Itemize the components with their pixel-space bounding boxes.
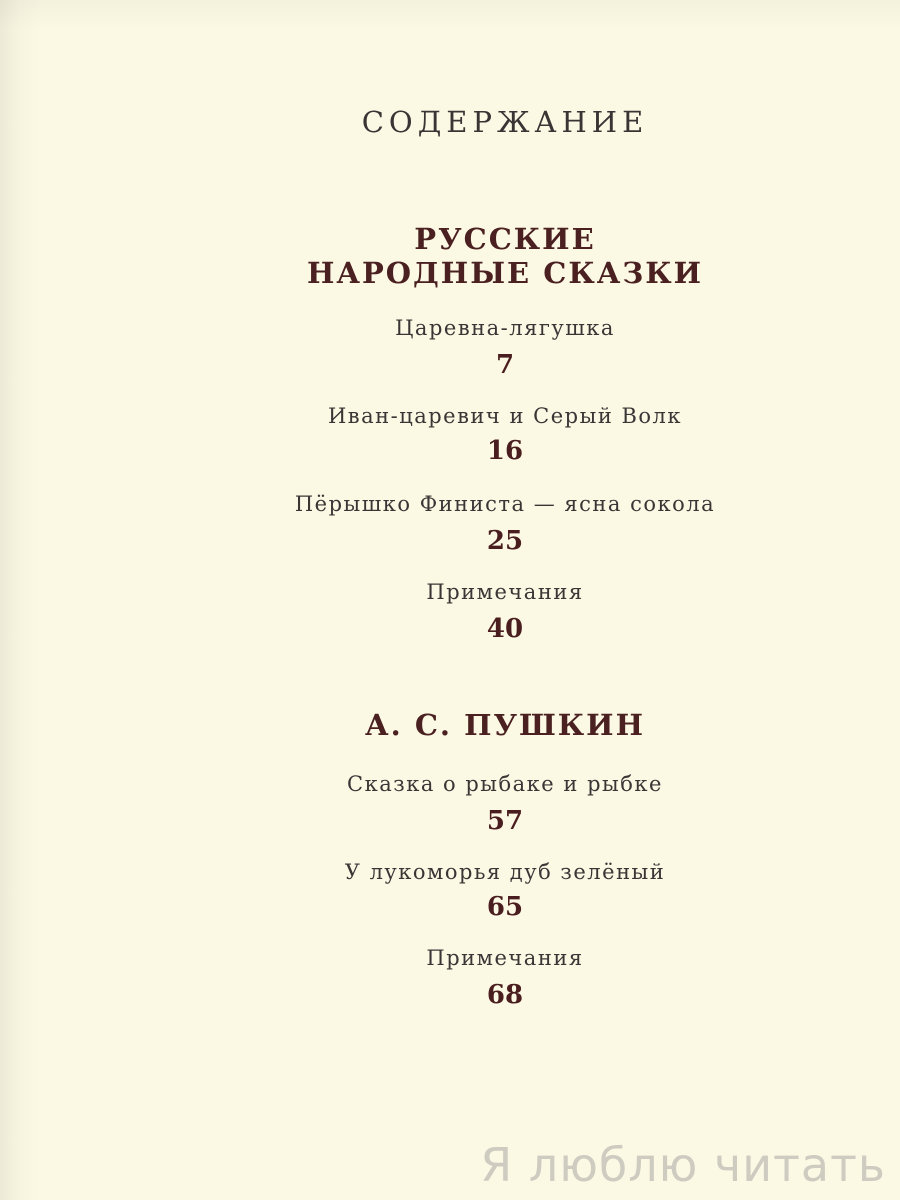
section-heading-pushkin: А. С. ПУШКИН	[365, 708, 645, 742]
toc-entry-title: Примечания	[426, 946, 584, 970]
toc-entry-title: У лукоморья дуб зелёный	[344, 860, 666, 884]
watermark: Я люблю читать	[480, 1138, 886, 1192]
toc-entry-title: Иван-царевич и Серый Волк	[327, 404, 683, 428]
toc-entry-page: 57	[486, 806, 524, 836]
toc-entry-page: 68	[486, 980, 524, 1010]
section-heading-line-1: РУССКИЕ	[414, 222, 596, 256]
toc-entry-title: Пёрышко Финиста — ясна сокола	[294, 492, 716, 516]
page-title: СОДЕРЖАНИЕ	[361, 105, 649, 139]
toc-entry-title: Сказка о рыбаке и рыбке	[347, 772, 663, 796]
section-heading-line-2: НАРОДНЫЕ СКАЗКИ	[306, 256, 704, 290]
toc-entry-title: Примечания	[426, 580, 584, 604]
toc-entry-title: Царевна-лягушка	[395, 316, 615, 340]
toc-entry-page: 40	[486, 614, 524, 644]
toc-entry-page: 65	[486, 892, 524, 922]
toc-entry-page: 16	[486, 436, 524, 466]
toc-entry-page: 25	[486, 526, 524, 556]
section-heading-russian-tales	[0, 222, 900, 290]
toc-entry-page: 7	[495, 350, 515, 380]
